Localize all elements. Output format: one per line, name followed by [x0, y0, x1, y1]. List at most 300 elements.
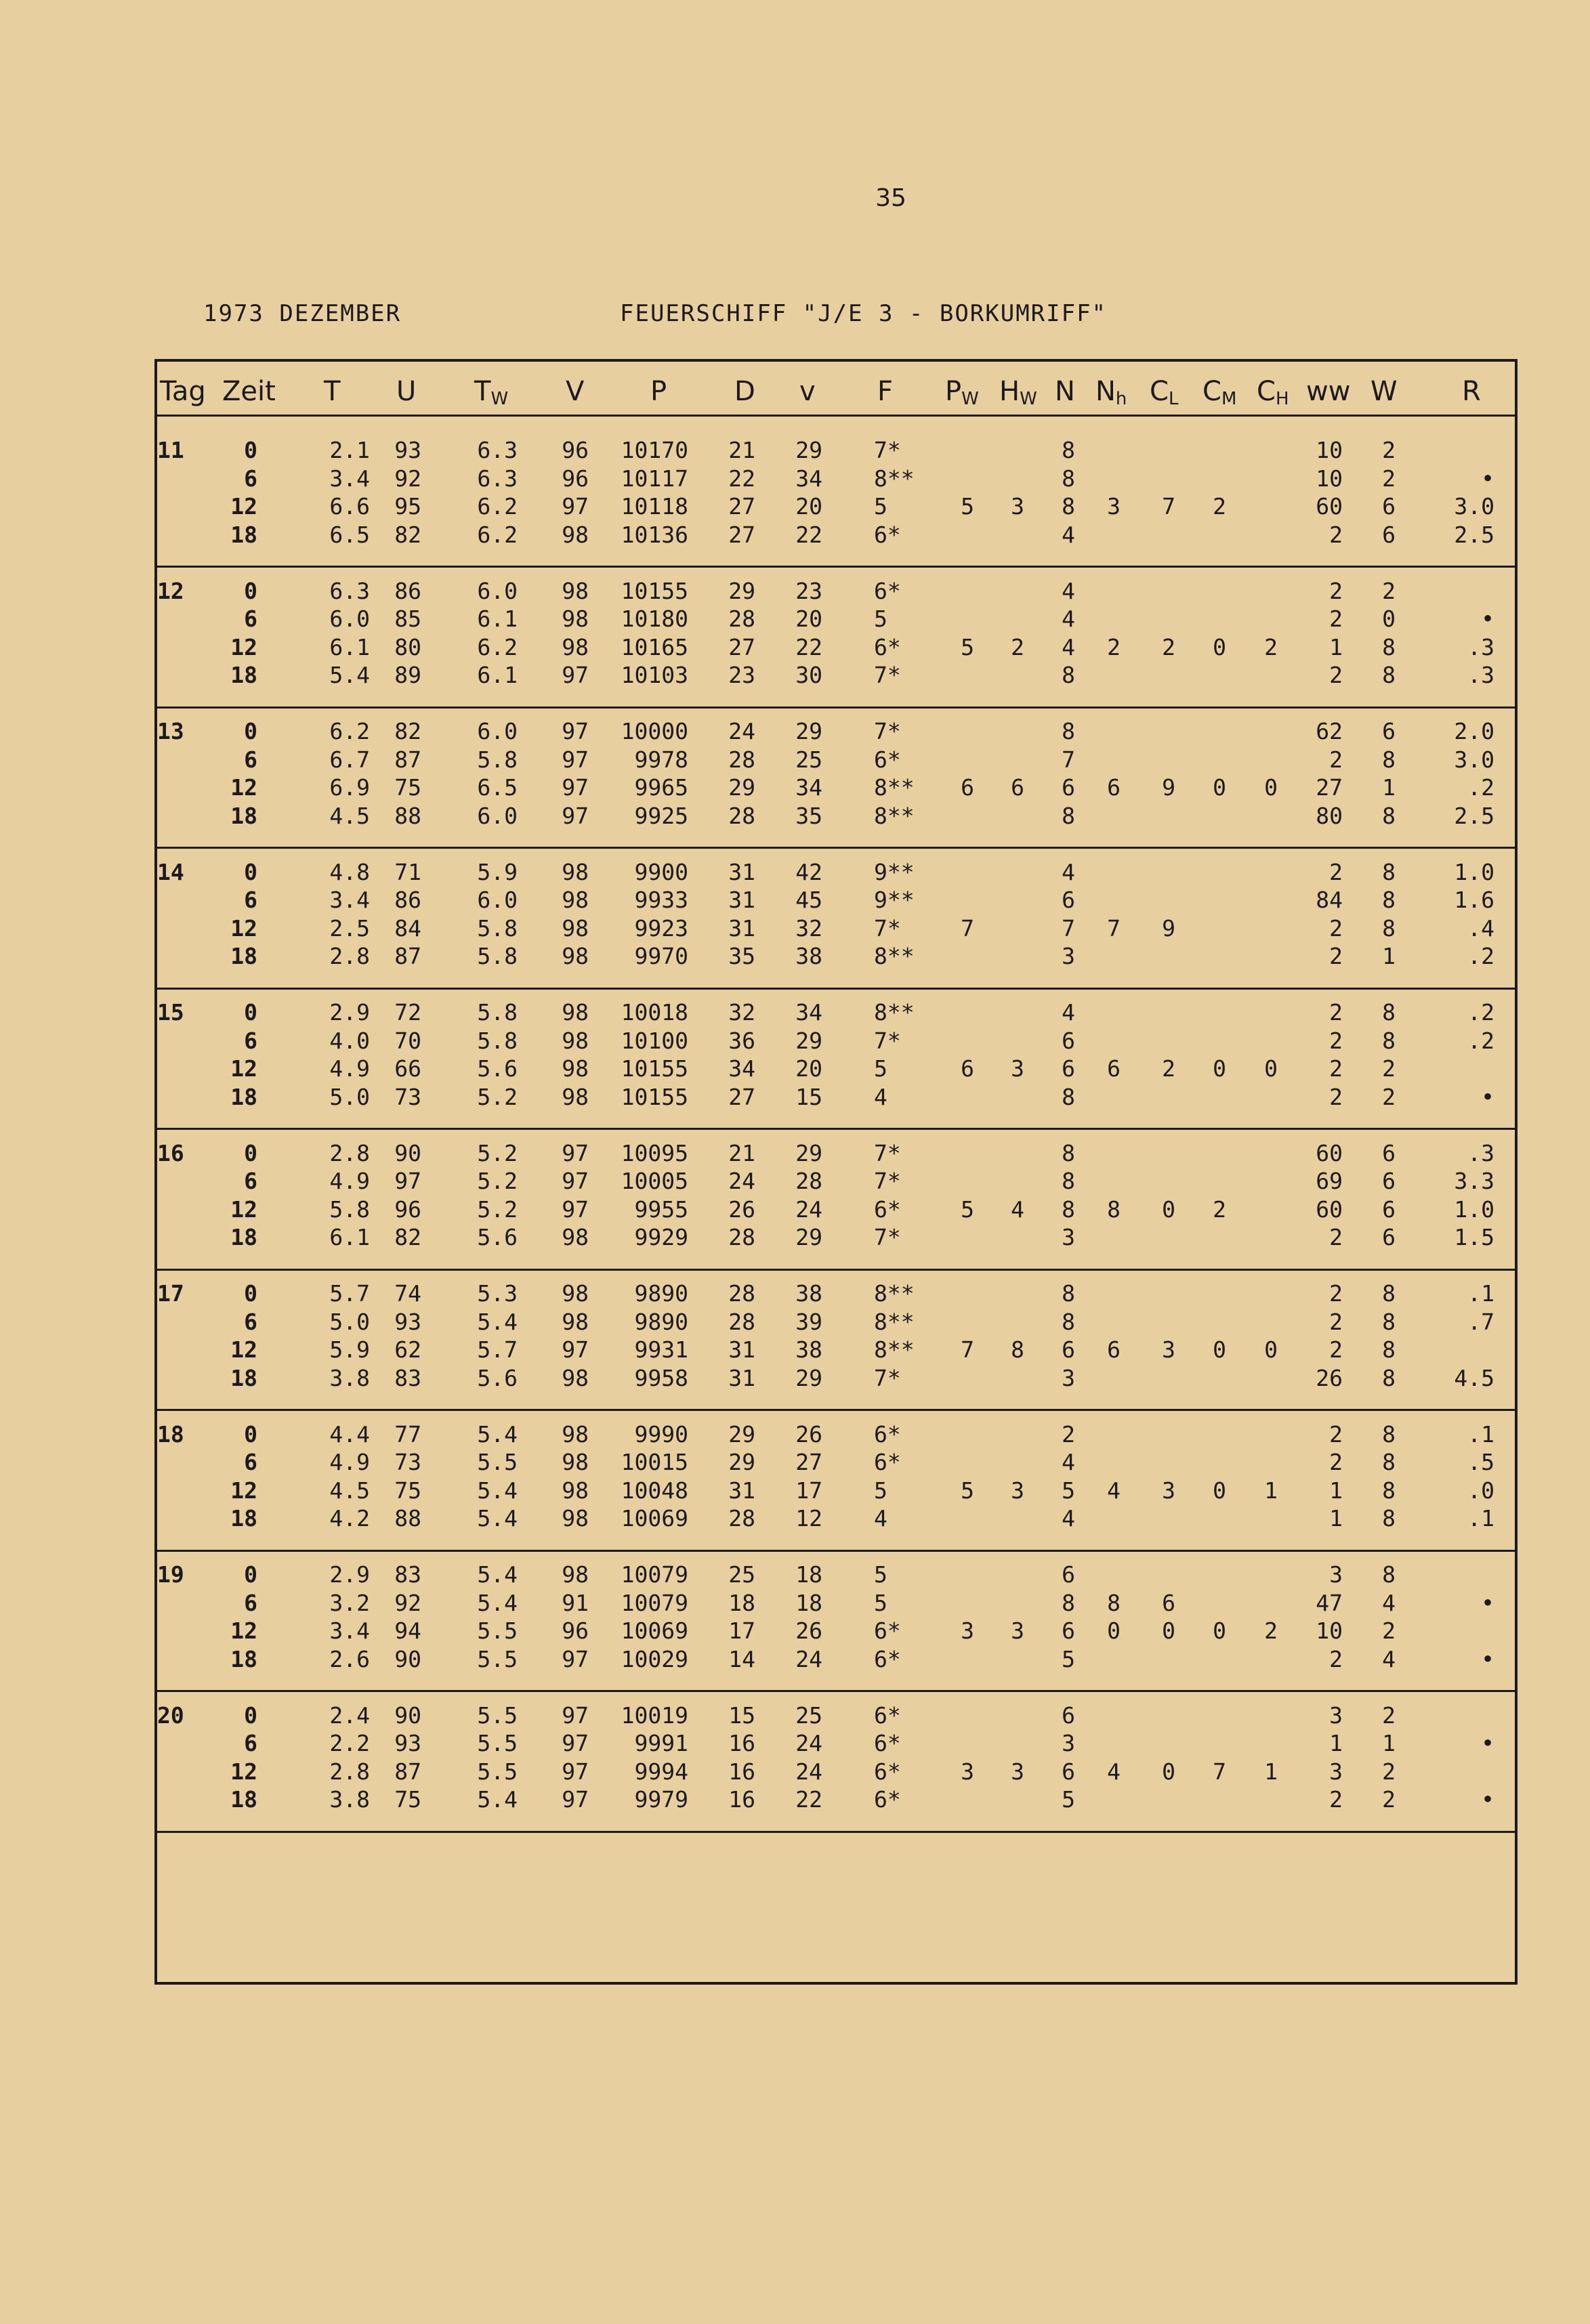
- cell-vv: 35: [795, 802, 822, 829]
- cell-u: 94: [394, 1618, 421, 1644]
- cell-v: 98: [562, 887, 589, 913]
- cell-f: 8**: [874, 774, 915, 801]
- cell-r: •: [1481, 465, 1494, 492]
- cell-zeit: 0: [244, 999, 257, 1026]
- cell-v: 97: [562, 1645, 589, 1672]
- cell-w: 8: [1382, 662, 1396, 688]
- cell-p: 9991: [634, 1730, 688, 1756]
- cell-n: 6: [1062, 1618, 1075, 1644]
- cell-zeit: 6: [244, 1027, 257, 1054]
- cell-d: 28: [728, 606, 755, 632]
- cell-v: 97: [562, 1196, 589, 1223]
- cell-t: 2.2: [329, 1730, 370, 1756]
- cell-p: 10155: [621, 577, 688, 604]
- cell-r: 2.0: [1454, 718, 1494, 744]
- cell-d: 31: [728, 1477, 755, 1504]
- cell-tw: 5.8: [477, 1027, 518, 1054]
- cell-t: 5.4: [329, 662, 370, 688]
- cell-zeit: 18: [230, 1224, 257, 1250]
- column-header-w-main: W: [1371, 376, 1398, 407]
- cell-d: 16: [728, 1758, 755, 1785]
- cell-n: 6: [1062, 887, 1075, 913]
- cell-d: 29: [728, 1449, 755, 1475]
- cell-vv: 38: [795, 1336, 822, 1363]
- cell-pw: 7: [961, 914, 974, 942]
- cell-v: 98: [562, 633, 589, 660]
- cell-ww: 2: [1329, 1083, 1343, 1110]
- cell-zeit: 6: [244, 1308, 257, 1335]
- column-header-hw-main: H: [999, 376, 1020, 407]
- cell-u: 95: [394, 493, 421, 520]
- column-header-tw-sub: W: [490, 389, 509, 409]
- cell-f: 4: [874, 1083, 887, 1110]
- cell-v: 98: [562, 914, 589, 942]
- cell-ww: 2: [1329, 577, 1343, 604]
- cell-ww: 60: [1316, 1196, 1343, 1223]
- cell-vv: 34: [795, 999, 822, 1026]
- cell-ch: 0: [1264, 1336, 1278, 1363]
- cell-u: 73: [394, 1449, 421, 1475]
- cell-f: 6*: [874, 521, 901, 548]
- cell-ww: 2: [1329, 1336, 1343, 1363]
- cell-t: 3.4: [329, 1618, 370, 1644]
- cell-r: 4.5: [1454, 1364, 1494, 1391]
- day-label: 14: [157, 858, 184, 885]
- cell-ww: 84: [1316, 887, 1343, 913]
- cell-u: 75: [394, 774, 421, 801]
- cell-n: 4: [1062, 521, 1075, 548]
- cell-f: 8**: [874, 465, 915, 492]
- column-header-nh-main: N: [1095, 376, 1116, 407]
- cell-n: 8: [1062, 662, 1075, 688]
- cell-u: 90: [394, 1645, 421, 1672]
- cell-n: 4: [1062, 1505, 1075, 1531]
- cell-ww: 2: [1329, 1645, 1343, 1672]
- cell-tw: 5.5: [477, 1730, 518, 1756]
- cell-v: 98: [562, 1280, 589, 1307]
- cell-w: 2: [1382, 1083, 1396, 1110]
- cell-vv: 18: [795, 1589, 822, 1616]
- cell-n: 3: [1062, 1364, 1075, 1391]
- cell-t: 6.9: [329, 774, 370, 801]
- cell-d: 31: [728, 1336, 755, 1363]
- cell-ww: 2: [1329, 858, 1343, 885]
- cell-v: 97: [562, 802, 589, 829]
- cell-zeit: 0: [244, 1561, 257, 1588]
- cell-r: 3.0: [1454, 746, 1494, 773]
- cell-u: 93: [394, 1730, 421, 1756]
- cell-d: 26: [728, 1196, 755, 1223]
- cell-d: 22: [728, 465, 755, 492]
- column-header-d-main: D: [734, 376, 755, 407]
- cell-r: .2: [1467, 999, 1494, 1026]
- cell-tw: 5.8: [477, 999, 518, 1026]
- day-separator: [157, 1690, 1515, 1692]
- cell-d: 28: [728, 1505, 755, 1531]
- cell-n: 2: [1062, 1420, 1075, 1448]
- cell-p: 9970: [634, 943, 688, 969]
- cell-u: 93: [394, 437, 421, 463]
- cell-w: 8: [1382, 999, 1396, 1026]
- cell-vv: 30: [795, 662, 822, 688]
- cell-f: 8**: [874, 1336, 915, 1363]
- column-header-hw: [999, 376, 1037, 410]
- cell-p: 10117: [621, 465, 688, 492]
- cell-f: 6*: [874, 746, 901, 773]
- cell-p: 9933: [634, 887, 688, 913]
- cell-tw: 6.0: [477, 718, 518, 744]
- cell-u: 75: [394, 1477, 421, 1504]
- cell-cm: 0: [1213, 1618, 1226, 1644]
- cell-f: 8**: [874, 1280, 915, 1307]
- cell-p: 9890: [634, 1308, 688, 1335]
- cell-ch: 2: [1264, 1618, 1278, 1644]
- column-header-tw: [474, 376, 508, 410]
- cell-zeit: 12: [230, 633, 257, 660]
- cell-r: •: [1481, 1589, 1494, 1616]
- cell-p: 10103: [621, 662, 688, 688]
- cell-w: 1: [1382, 774, 1396, 801]
- cell-tw: 5.7: [477, 1336, 518, 1363]
- cell-f: 6*: [874, 1449, 901, 1475]
- cell-zeit: 12: [230, 774, 257, 801]
- cell-p: 10100: [621, 1027, 688, 1054]
- cell-u: 87: [394, 943, 421, 969]
- cell-w: 8: [1382, 1477, 1396, 1504]
- cell-vv: 24: [795, 1758, 822, 1785]
- cell-n: 8: [1062, 718, 1075, 744]
- cell-p: 9979: [634, 1786, 688, 1813]
- cell-vv: 25: [795, 1702, 822, 1729]
- cell-v: 98: [562, 1055, 589, 1082]
- cell-n: 6: [1062, 1055, 1075, 1082]
- cell-d: 16: [728, 1786, 755, 1813]
- cell-v: 98: [562, 1364, 589, 1391]
- cell-r: .1: [1467, 1280, 1494, 1307]
- cell-zeit: 12: [230, 1196, 257, 1223]
- cell-w: 6: [1382, 1224, 1396, 1250]
- cell-tw: 6.3: [477, 437, 518, 463]
- cell-u: 82: [394, 1224, 421, 1250]
- cell-f: 9**: [874, 887, 915, 913]
- cell-n: 4: [1062, 999, 1075, 1026]
- cell-tw: 6.0: [477, 802, 518, 829]
- cell-w: 2: [1382, 577, 1396, 604]
- cell-t: 4.2: [329, 1505, 370, 1531]
- day-label: 20: [157, 1702, 184, 1729]
- cell-f: 8**: [874, 802, 915, 829]
- cell-u: 89: [394, 662, 421, 688]
- cell-tw: 6.3: [477, 465, 518, 492]
- column-header-tag-main: Tag: [160, 376, 206, 407]
- cell-d: 28: [728, 1308, 755, 1335]
- cell-zeit: 12: [230, 1758, 257, 1785]
- cell-d: 17: [728, 1618, 755, 1644]
- cell-d: 28: [728, 746, 755, 773]
- cell-u: 87: [394, 1758, 421, 1785]
- cell-r: .0: [1467, 1477, 1494, 1504]
- cell-u: 93: [394, 1308, 421, 1335]
- cell-v: 97: [562, 718, 589, 744]
- cell-f: 8**: [874, 1308, 915, 1335]
- cell-vv: 26: [795, 1618, 822, 1644]
- cell-cl: 2: [1162, 633, 1175, 660]
- cell-t: 4.0: [329, 1027, 370, 1054]
- cell-hw: 6: [1011, 774, 1024, 801]
- cell-p: 10118: [621, 493, 688, 520]
- day-separator: [157, 847, 1515, 849]
- cell-n: 8: [1062, 1280, 1075, 1307]
- cell-p: 9965: [634, 774, 688, 801]
- cell-p: 9900: [634, 858, 688, 885]
- cell-t: 4.9: [329, 1449, 370, 1475]
- cell-d: 32: [728, 999, 755, 1026]
- cell-p: 9929: [634, 1224, 688, 1250]
- cell-vv: 25: [795, 746, 822, 773]
- cell-tw: 5.9: [477, 858, 518, 885]
- cell-ww: 3: [1329, 1561, 1343, 1588]
- cell-ww: 26: [1316, 1364, 1343, 1391]
- cell-w: 6: [1382, 521, 1396, 548]
- cell-r: .5: [1467, 1449, 1494, 1475]
- column-header-ww-main: ww: [1306, 376, 1351, 407]
- column-header-pw-sub: W: [961, 389, 979, 409]
- cell-vv: 24: [795, 1196, 822, 1223]
- cell-d: 23: [728, 662, 755, 688]
- cell-cl: 3: [1162, 1336, 1175, 1363]
- cell-u: 82: [394, 718, 421, 744]
- cell-cl: 6: [1162, 1589, 1175, 1616]
- cell-nh: 6: [1107, 774, 1121, 801]
- cell-hw: 3: [1011, 1618, 1024, 1644]
- cell-cm: 0: [1213, 774, 1226, 801]
- cell-w: 6: [1382, 718, 1396, 744]
- cell-tw: 5.5: [477, 1645, 518, 1672]
- cell-r: 3.3: [1454, 1168, 1494, 1194]
- cell-r: •: [1481, 1083, 1494, 1110]
- cell-tw: 5.2: [477, 1083, 518, 1110]
- cell-ww: 10: [1316, 437, 1343, 463]
- cell-r: .2: [1467, 1027, 1494, 1054]
- cell-vv: 39: [795, 1308, 822, 1335]
- cell-u: 66: [394, 1055, 421, 1082]
- column-header-f-main: F: [877, 376, 894, 407]
- day-separator: [157, 1269, 1515, 1271]
- cell-n: 6: [1062, 1561, 1075, 1588]
- cell-zeit: 12: [230, 914, 257, 942]
- cell-cl: 0: [1162, 1618, 1175, 1644]
- cell-d: 21: [728, 437, 755, 463]
- cell-t: 6.0: [329, 606, 370, 632]
- cell-r: .3: [1467, 633, 1494, 660]
- cell-u: 77: [394, 1420, 421, 1448]
- cell-u: 70: [394, 1027, 421, 1054]
- cell-w: 4: [1382, 1645, 1396, 1672]
- cell-f: 6*: [874, 1758, 901, 1785]
- cell-vv: 17: [795, 1477, 822, 1504]
- cell-tw: 5.8: [477, 746, 518, 773]
- cell-r: •: [1481, 1786, 1494, 1813]
- cell-zeit: 6: [244, 606, 257, 632]
- cell-vv: 22: [795, 1786, 822, 1813]
- cell-t: 4.5: [329, 802, 370, 829]
- cell-p: 10165: [621, 633, 688, 660]
- cell-r: 2.5: [1454, 802, 1494, 829]
- cell-f: 6*: [874, 1730, 901, 1756]
- cell-vv: 34: [795, 774, 822, 801]
- cell-p: 9931: [634, 1336, 688, 1363]
- cell-v: 96: [562, 437, 589, 463]
- cell-w: 8: [1382, 914, 1396, 942]
- cell-vv: 29: [795, 437, 822, 463]
- cell-tw: 6.1: [477, 662, 518, 688]
- cell-nh: 7: [1107, 914, 1121, 942]
- cell-tw: 5.6: [477, 1055, 518, 1082]
- cell-f: 5: [874, 493, 887, 520]
- cell-zeit: 18: [230, 662, 257, 688]
- cell-f: 6*: [874, 1786, 901, 1813]
- cell-d: 28: [728, 1224, 755, 1250]
- cell-u: 74: [394, 1280, 421, 1307]
- cell-tw: 5.2: [477, 1196, 518, 1223]
- cell-p: 10029: [621, 1645, 688, 1672]
- cell-n: 8: [1062, 437, 1075, 463]
- cell-p: 9925: [634, 802, 688, 829]
- cell-w: 4: [1382, 1589, 1396, 1616]
- cell-cm: 0: [1213, 1336, 1226, 1363]
- cell-n: 4: [1062, 858, 1075, 885]
- header-period: 1973 DEZEMBER: [203, 300, 402, 327]
- cell-zeit: 6: [244, 1589, 257, 1616]
- column-header-tw-main: T: [474, 376, 491, 407]
- cell-zeit: 18: [230, 1083, 257, 1110]
- cell-zeit: 12: [230, 1055, 257, 1082]
- cell-ww: 62: [1316, 718, 1343, 744]
- cell-tw: 5.8: [477, 914, 518, 942]
- cell-zeit: 12: [230, 493, 257, 520]
- cell-zeit: 0: [244, 718, 257, 744]
- column-header-ch-sub: H: [1275, 389, 1289, 409]
- cell-vv: 24: [795, 1730, 822, 1756]
- day-separator: [157, 566, 1515, 568]
- cell-v: 98: [562, 1308, 589, 1335]
- cell-t: 2.9: [329, 1561, 370, 1588]
- column-header-n-main: N: [1055, 376, 1075, 407]
- cell-t: 5.0: [329, 1308, 370, 1335]
- cell-vv: 23: [795, 577, 822, 604]
- cell-f: 8**: [874, 999, 915, 1026]
- cell-t: 4.4: [329, 1420, 370, 1448]
- cell-f: 6*: [874, 1196, 901, 1223]
- cell-vv: 12: [795, 1505, 822, 1531]
- cell-zeit: 18: [230, 1364, 257, 1391]
- cell-v: 97: [562, 1139, 589, 1166]
- cell-t: 6.2: [329, 718, 370, 744]
- column-header-vv-main: v: [799, 376, 816, 407]
- cell-w: 1: [1382, 1730, 1396, 1756]
- cell-zeit: 0: [244, 437, 257, 463]
- cell-pw: 3: [961, 1758, 974, 1785]
- cell-v: 91: [562, 1589, 589, 1616]
- cell-pw: 5: [961, 493, 974, 520]
- day-label: 16: [157, 1139, 184, 1166]
- cell-d: 31: [728, 914, 755, 942]
- cell-cl: 3: [1162, 1477, 1175, 1504]
- cell-p: 9890: [634, 1280, 688, 1307]
- cell-d: 31: [728, 858, 755, 885]
- cell-t: 3.2: [329, 1589, 370, 1616]
- cell-ww: 3: [1329, 1758, 1343, 1785]
- cell-v: 96: [562, 1618, 589, 1644]
- cell-t: 5.8: [329, 1196, 370, 1223]
- cell-n: 4: [1062, 1449, 1075, 1475]
- cell-f: 9**: [874, 858, 915, 885]
- column-header-p-main: P: [650, 376, 667, 407]
- cell-cl: 0: [1162, 1758, 1175, 1785]
- cell-ww: 80: [1316, 802, 1343, 829]
- cell-u: 71: [394, 858, 421, 885]
- cell-zeit: 18: [230, 1786, 257, 1813]
- cell-v: 98: [562, 577, 589, 604]
- cell-w: 8: [1382, 858, 1396, 885]
- column-header-ww: [1306, 376, 1350, 410]
- cell-n: 4: [1062, 606, 1075, 632]
- header-station: FEUERSCHIFF "J/E 3 - BORKUMRIFF": [620, 300, 1108, 327]
- cell-p: 10000: [621, 718, 688, 744]
- cell-tw: 5.4: [477, 1786, 518, 1813]
- cell-r: 1.5: [1454, 1224, 1494, 1250]
- cell-t: 5.0: [329, 1083, 370, 1110]
- cell-w: 2: [1382, 465, 1396, 492]
- cell-u: 87: [394, 746, 421, 773]
- day-label: 13: [157, 718, 184, 744]
- cell-w: 8: [1382, 746, 1396, 773]
- column-header-zeit: [222, 376, 276, 410]
- cell-tw: 6.0: [477, 577, 518, 604]
- cell-w: 8: [1382, 1308, 1396, 1335]
- cell-u: 86: [394, 577, 421, 604]
- cell-v: 97: [562, 493, 589, 520]
- cell-v: 98: [562, 1083, 589, 1110]
- cell-t: 4.9: [329, 1055, 370, 1082]
- cell-tw: 5.4: [477, 1308, 518, 1335]
- cell-w: 6: [1382, 1196, 1396, 1223]
- cell-w: 2: [1382, 437, 1396, 463]
- column-header-pw: [945, 376, 979, 410]
- cell-pw: 6: [961, 1055, 974, 1082]
- cell-w: 8: [1382, 1027, 1396, 1054]
- cell-u: 97: [394, 1168, 421, 1194]
- header-rule: [157, 415, 1515, 417]
- cell-u: 85: [394, 606, 421, 632]
- cell-pw: 6: [961, 774, 974, 801]
- cell-p: 10079: [621, 1561, 688, 1588]
- cell-w: 8: [1382, 1336, 1396, 1363]
- day-separator: [157, 988, 1515, 990]
- cell-tw: 5.4: [477, 1420, 518, 1448]
- cell-ww: 69: [1316, 1168, 1343, 1194]
- cell-u: 75: [394, 1786, 421, 1813]
- cell-f: 7*: [874, 914, 901, 942]
- column-header-cl: [1150, 376, 1178, 410]
- cell-zeit: 18: [230, 943, 257, 969]
- cell-v: 97: [562, 1336, 589, 1363]
- day-separator: [157, 1550, 1515, 1552]
- cell-nh: 2: [1107, 633, 1121, 660]
- cell-r: .1: [1467, 1420, 1494, 1448]
- cell-r: .2: [1467, 774, 1494, 801]
- cell-ww: 2: [1329, 1420, 1343, 1448]
